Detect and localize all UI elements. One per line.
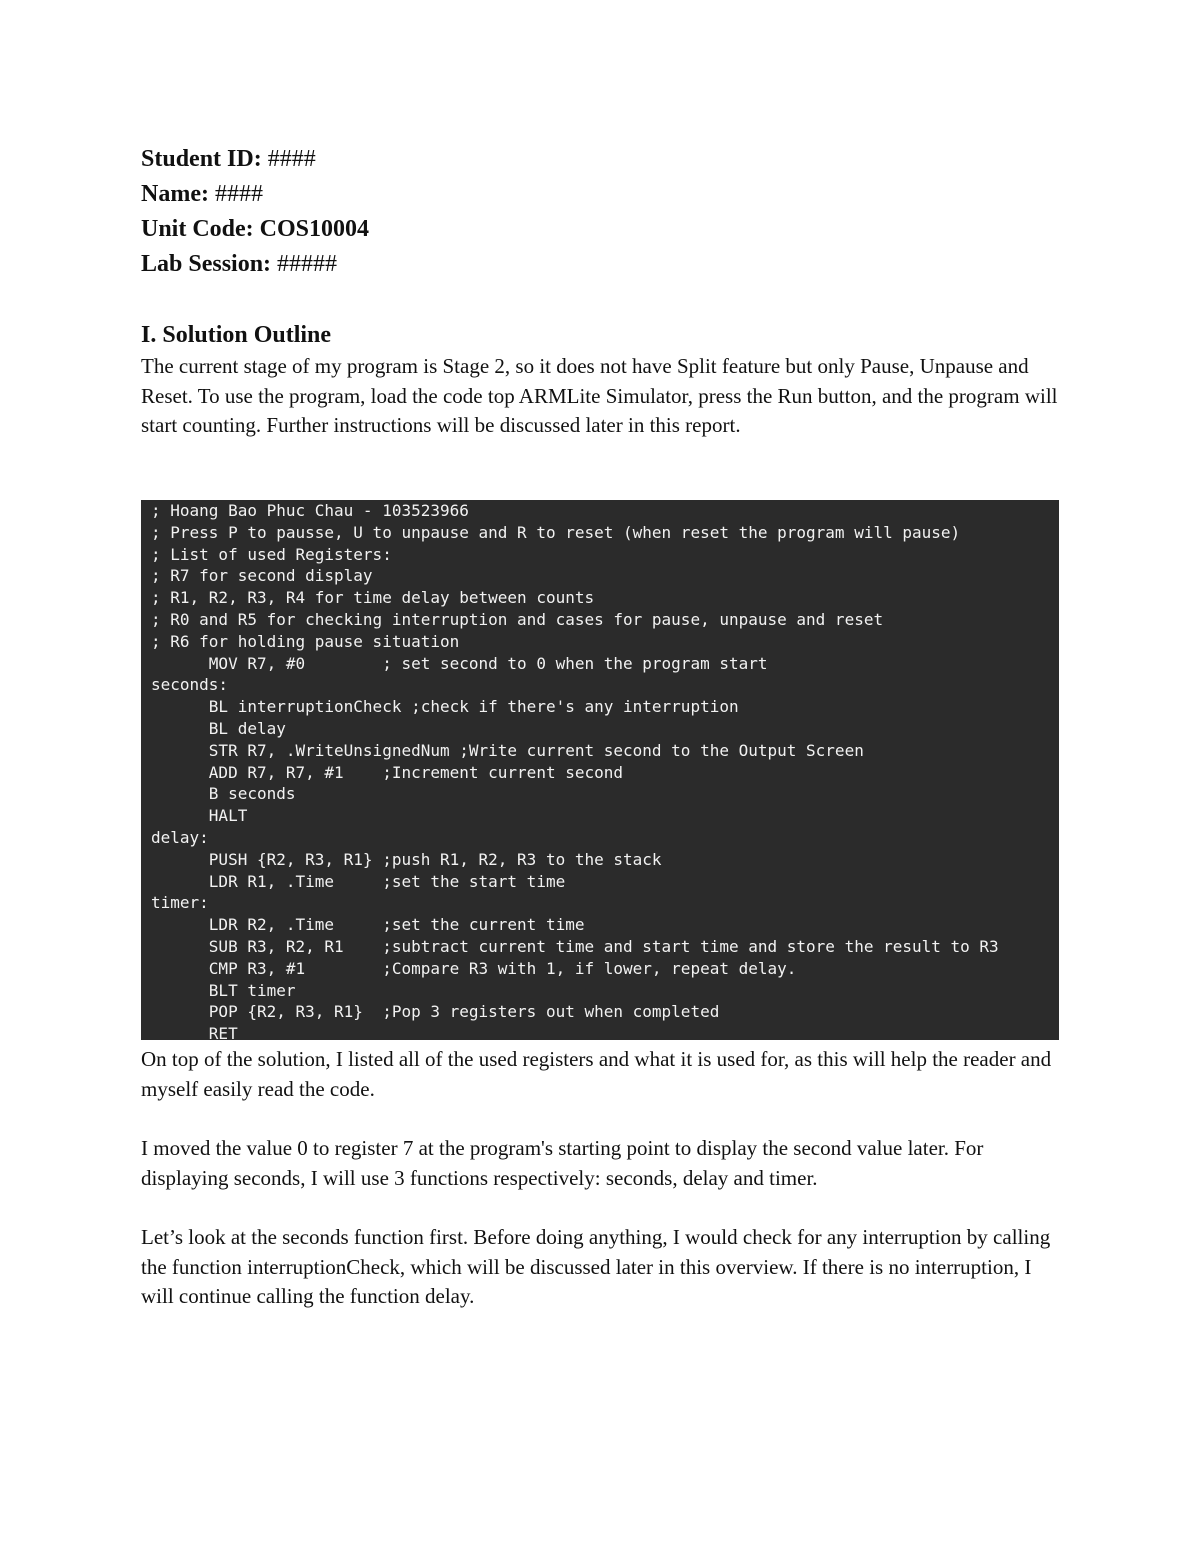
unit-code-value: COS10004: [259, 216, 370, 242]
unit-code-label: Unit Code:: [141, 216, 254, 242]
code-line: RET: [151, 1024, 238, 1040]
seconds-paragraph: Let’s look at the seconds function first. Before doing anything, I would check for any interruption by calling the function interruptionCheck, which will be discussed later in this overview. If there is no interruption, I will continue calling the function delay.: [141, 1225, 1051, 1308]
student-id-value: ####: [267, 146, 316, 172]
code-line: LDR R1, .Time ;set the start time: [151, 871, 566, 891]
code-line: ; R0 and R5 for checking interruption and cases for pause, unpause and reset: [151, 609, 884, 629]
code-line: BLT timer: [151, 980, 296, 1000]
code-line: ; Hoang Bao Phuc Chau - 103523966: [151, 501, 469, 520]
intro-paragraph: The current stage of my program is Stage 2, so it does not have Split feature but only Pause, Unpause and Reset. To use the program, load the code top ARMLite Simulator, press the Run button, and the program will start counting. Further instructions will be discussed later in this report.: [141, 354, 1058, 437]
code-line: BL delay: [151, 718, 286, 738]
section-title: I. Solution Outline: [141, 322, 332, 348]
registers-paragraph: I moved the value 0 to register 7 at the program's starting point to display the second value later. For displaying seconds, I will use 3 functions respectively: seconds, delay and timer.: [141, 1136, 984, 1190]
code-line: LDR R2, .Time ;set the current time: [151, 915, 585, 935]
code-line: ; R1, R2, R3, R4 for time delay between counts: [151, 588, 595, 608]
code-line: PUSH {R2, R3, R1} ;push R1, R2, R3 to the stack: [151, 849, 662, 869]
code-line: seconds:: [151, 675, 229, 695]
lab-session-label: Lab Session:: [141, 251, 272, 277]
after-code-paragraph: On top of the solution, I listed all of the used registers and what it is used for, as this will help the reader and myself easily read the code.: [141, 1047, 1052, 1101]
name-value: ####: [214, 181, 263, 207]
code-line: POP {R2, R3, R1} ;Pop 3 registers out when completed: [151, 1002, 720, 1022]
code-block: [141, 500, 1059, 1040]
code-line: ; List of used Registers:: [151, 544, 392, 564]
code-line: STR R7, .WriteUnsignedNum ;Write current second to the Output Screen: [151, 740, 864, 760]
code-line: B seconds: [151, 784, 296, 804]
name-line: [141, 177, 1061, 212]
code-line: MOV R7, #0 ; set second to 0 when the program start: [151, 653, 768, 673]
lab-session-line: [141, 247, 1061, 282]
code-line: ; R7 for second display: [151, 566, 373, 586]
code-line: CMP R3, #1 ;Compare R3 with 1, if lower, repeat delay.: [151, 958, 797, 978]
code-line: delay:: [151, 827, 209, 847]
code-line: BL interruptionCheck ;check if there's any interruption: [151, 697, 739, 717]
student-info-header: [141, 142, 1061, 282]
student-id-line: [141, 142, 1061, 177]
lab-session-value: #####: [277, 251, 338, 277]
code-line: ; R6 for holding pause situation: [151, 631, 460, 651]
code-line: ; Press P to pausse, U to unpause and R to reset (when reset the program will pause): [151, 522, 961, 542]
code-line: ADD R7, R7, #1 ;Increment current second: [151, 762, 624, 782]
code-line: SUB R3, R2, R1 ;subtract current time and start time and store the result to R3: [151, 936, 999, 956]
code-line: HALT: [151, 806, 248, 826]
student-id-label: Student ID:: [141, 146, 262, 172]
code-line: timer:: [151, 893, 209, 913]
name-label: Name:: [141, 181, 209, 207]
unit-code-line: [141, 212, 1061, 247]
